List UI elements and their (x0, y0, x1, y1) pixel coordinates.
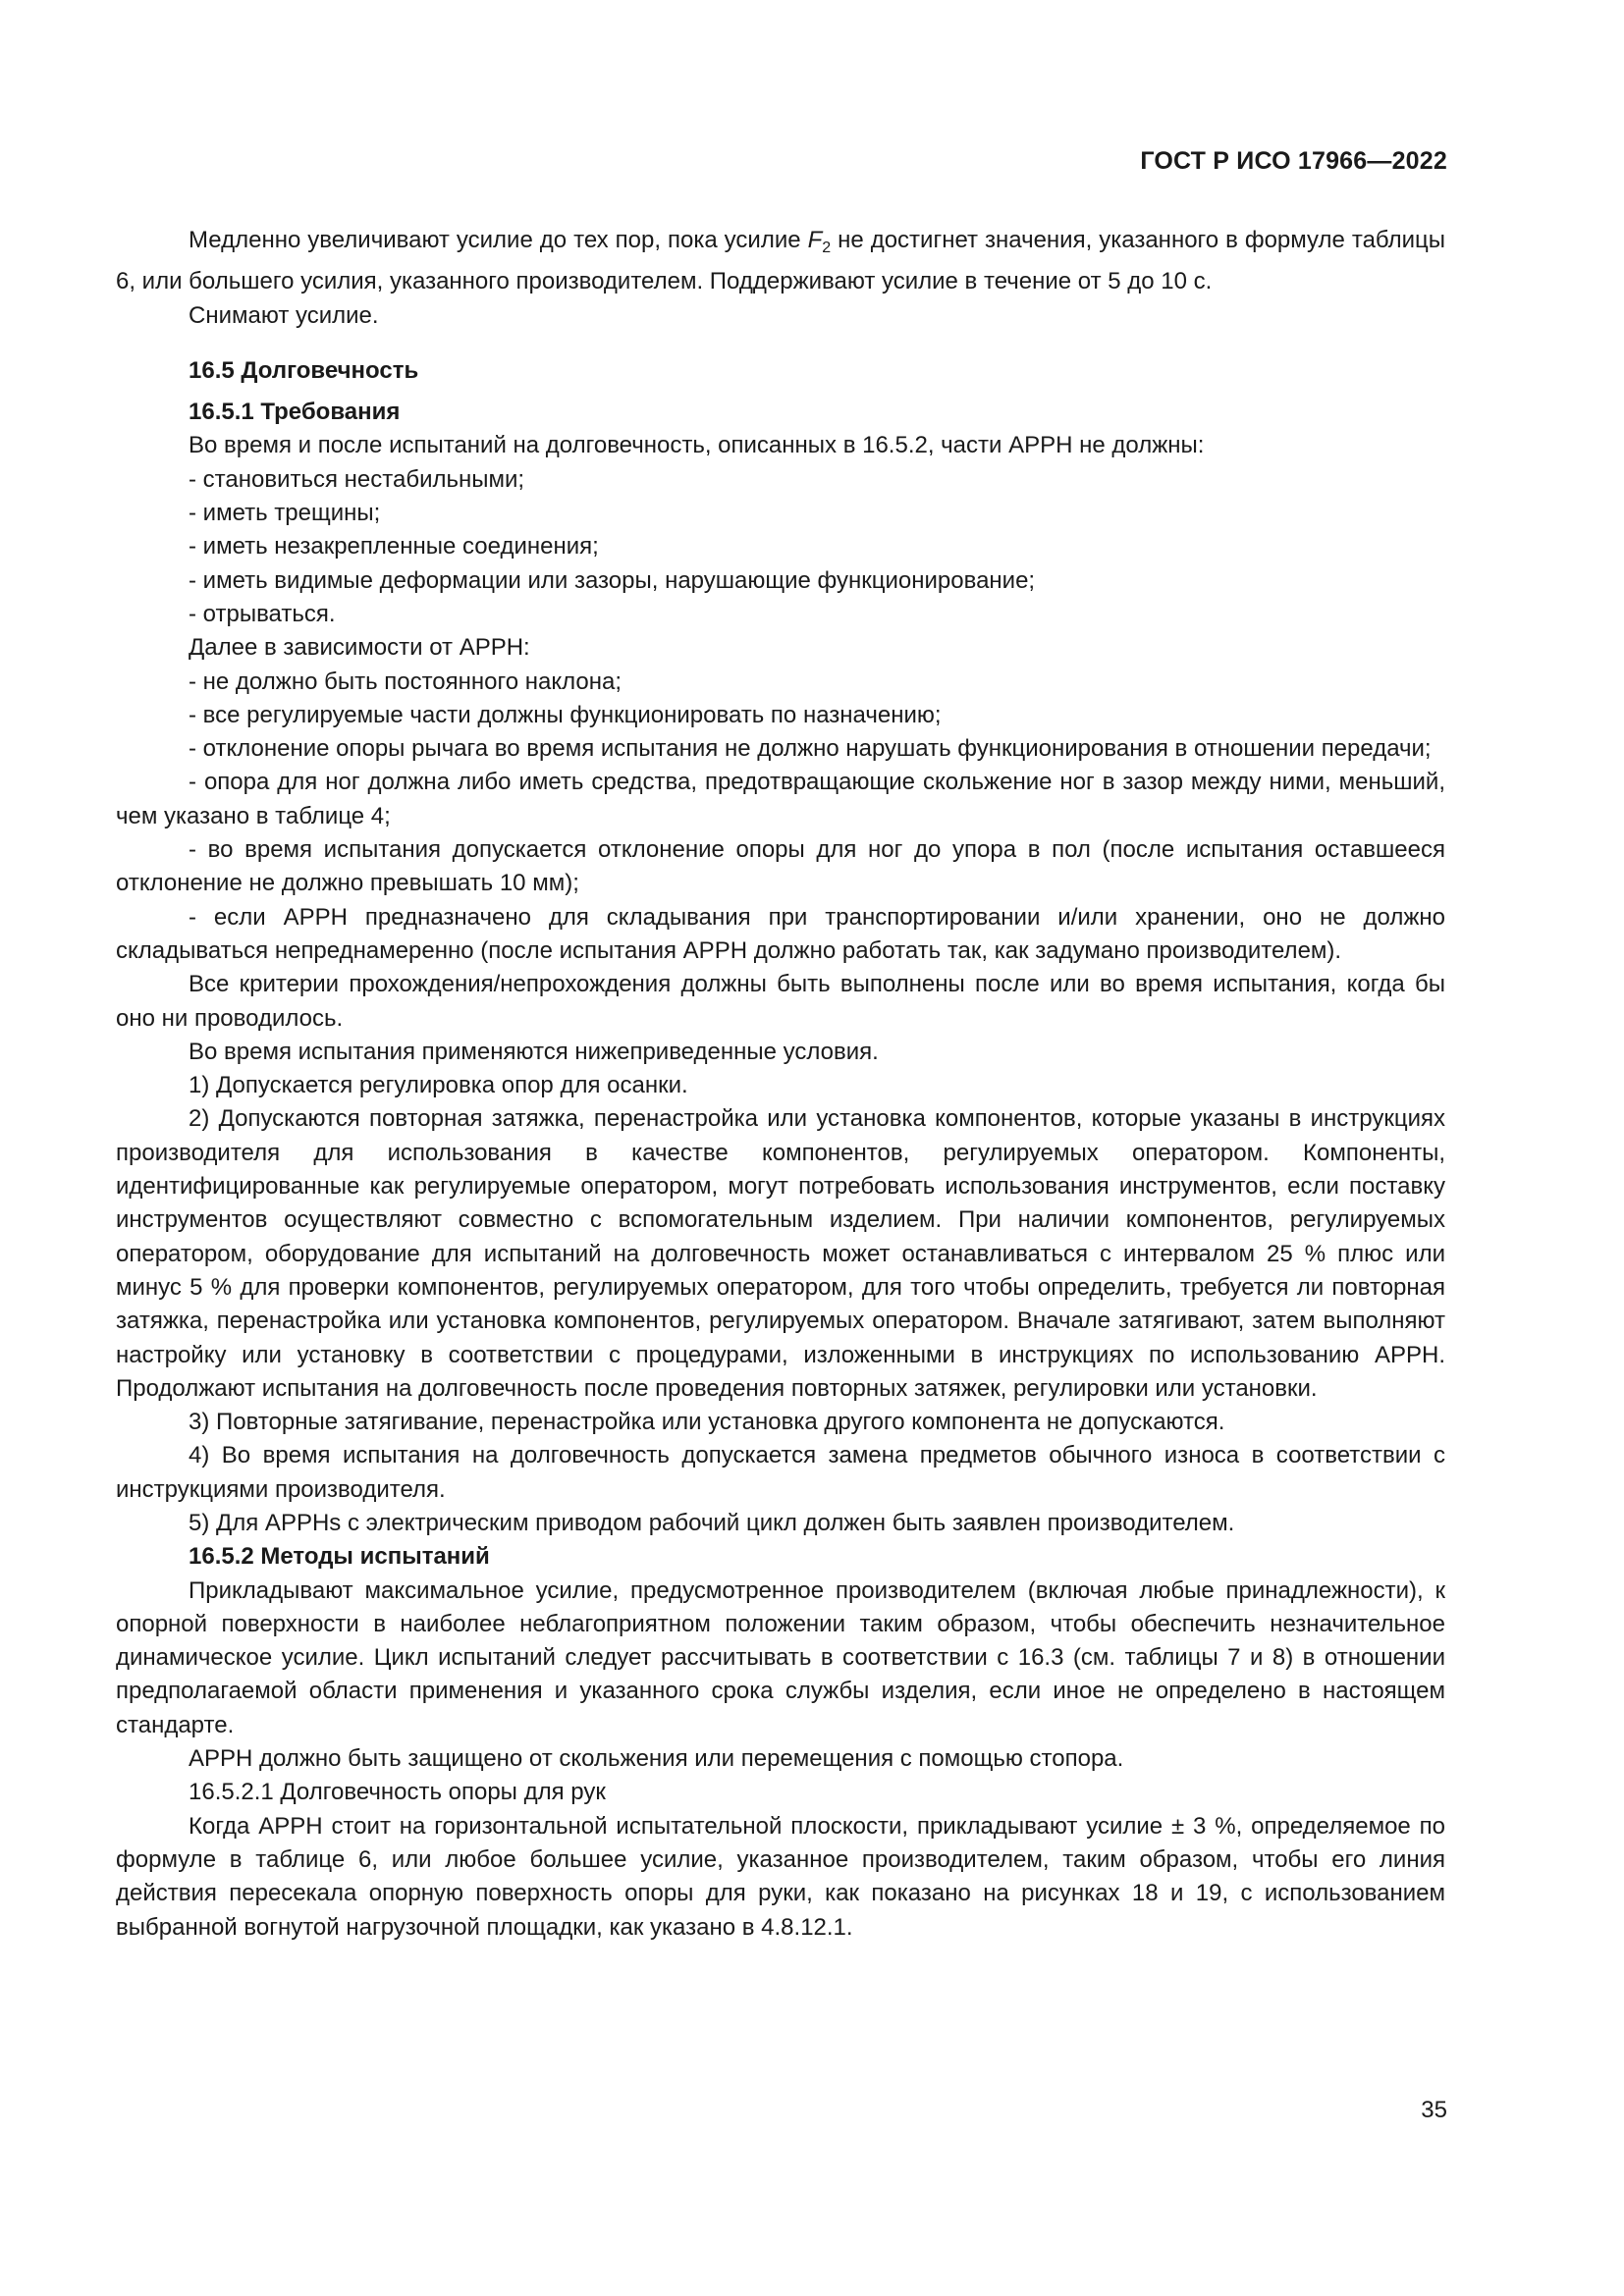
force-variable: F (807, 227, 823, 253)
subsection-heading-requirements: 16.5.1 Требования (189, 399, 401, 426)
paragraph-conditions-intro: Во время испытания применяются нижеприведенные условия. (189, 1038, 879, 1065)
force-subscript: 2 (822, 240, 832, 256)
list-item: - во время испытания допускается отклонение опоры для ног до упора в пол (после испытания оставшееся отклонение не должно превышать 10 мм); (116, 836, 1445, 897)
list-item: - иметь трещины; (189, 500, 381, 527)
list-item: - иметь незакрепленные соединения; (189, 533, 599, 561)
condition-3: 3) Повторные затягивание, перенастройка или установка другого компонента не допускаются. (189, 1409, 1225, 1436)
paragraph-arm-support: Когда АРРН стоит на горизонтальной испытательной плоскости, прикладывают усилие ± 3 %, определяемое по формуле в таблице 6, или любое большее усилие, указанное производителем, таким образом, чтобы его линия действия пересекала опорную поверхность опоры для руки, как показано на рисунках 18 и 19, с использованием выбранной вогнутой нагрузочной площадки, как указано в 4.8.12.1. (116, 1812, 1445, 1941)
list-item: - если АРРН предназначено для складывания при транспортировании и/или хранении, оно не должно складываться непреднамеренно (после испытания АРРН должно работать так, как задумано производителем). (116, 903, 1445, 964)
paragraph-force-increase: Медленно увеличивают усилие до тех пор, пока усилие $F_2$ не достигнет значения, указанного в формуле таблицы 6, или большего усилия, указанного производителем. Поддерживают усилие в течение от 5 до 10 с. (116, 227, 1445, 295)
paragraph-methods-2: АРРН должно быть защищено от скольжения или перемещения с помощью стопора. (189, 1745, 1124, 1773)
page-number: 35 (1421, 2097, 1447, 2123)
paragraph-methods-1: Прикладывают максимальное усилие, предусмотренное производителем (включая любые принадлежности), к опорной поверхности в наиболее неблагоприятном положении таким образом, чтобы обеспечить незначительное динамическое усилие. Цикл испытаний следует рассчитывать в соответствии с 16.3 (см. таблицы 7 и 8) в отношении предполагаемой области применения и указанного срока службы изделия, если иное не определено в настоящем стандарте. (116, 1576, 1445, 1738)
condition-2: 2) Допускаются повторная затяжка, перенастройка или установка компонентов, которые указаны в инструкциях производителя для использования в качестве компонентов, регулируемых оператором. Компоненты, идентифицированные как регулируемые оператором, могут потребовать использования инструментов, если поставку инструментов осуществляют совместно с вспомогательным изделием. При наличии компонентов, регулируемых оператором, оборудование для испытаний на долговечность может останавливаться с интервалом 25 % плюс или минус 5 % для проверки компонентов, регулируемых оператором, для того чтобы определить, требуется ли повторная затяжка, перенастройка или установка компонентов, регулируемых оператором. Вначале затягивают, затем выполняют настройку или установку в соответствии с процедурами, изложенными в инструкциях по использованию АРРН. Продолжают испытания на долговечность после проведения повторных затяжек, регулировки или установки. (116, 1105, 1445, 1402)
list-item: - опора для ног должна либо иметь средства, предотвращающие скольжение ног в зазор между ними, меньший, чем указано в таблице 4; (116, 769, 1445, 829)
paragraph-criteria: Все критерии прохождения/непрохождения должны быть выполнены после или во время испытания, когда бы оно ни проводилось. (116, 971, 1445, 1032)
list-item: - все регулируемые части должны функционировать по назначению; (189, 701, 942, 728)
requirements-intro: Во время и после испытаний на долговечность, описанных в 16.5.2, части АРРН не должны: (189, 432, 1205, 459)
subsubsection-heading-arm-support: 16.5.2.1 Долговечность опоры для рук (189, 1779, 606, 1806)
section-heading-durability: 16.5 Долговечность (189, 356, 419, 384)
subsection-heading-test-methods: 16.5.2 Методы испытаний (189, 1543, 490, 1571)
document-code: ГОСТ Р ИСО 17966—2022 (1140, 147, 1447, 175)
list-item: - отрываться. (189, 600, 336, 627)
paragraph-remove-force: Снимают усилие. (189, 301, 379, 329)
condition-5: 5) Для АРРНs с электрическим приводом рабочий цикл должен быть заявлен производителем. (189, 1509, 1235, 1536)
further-intro: Далее в зависимости от АРРН: (189, 634, 530, 662)
list-item: - не должно быть постоянного наклона; (189, 667, 623, 695)
list-item: - иметь видимые деформации или зазоры, нарушающие функционирование; (189, 566, 1036, 594)
condition-1: 1) Допускается регулировка опор для осанки. (189, 1072, 688, 1099)
list-item: - становиться нестабильными; (189, 465, 525, 493)
page-body (116, 224, 1445, 1945)
list-item: - отклонение опоры рычага во время испытания не должно нарушать функционирования в отношении передачи; (189, 735, 1432, 763)
condition-4: 4) Во время испытания на долговечность допускается замена предметов обычного износа в соответствии с инструкциями производителя. (116, 1442, 1445, 1503)
